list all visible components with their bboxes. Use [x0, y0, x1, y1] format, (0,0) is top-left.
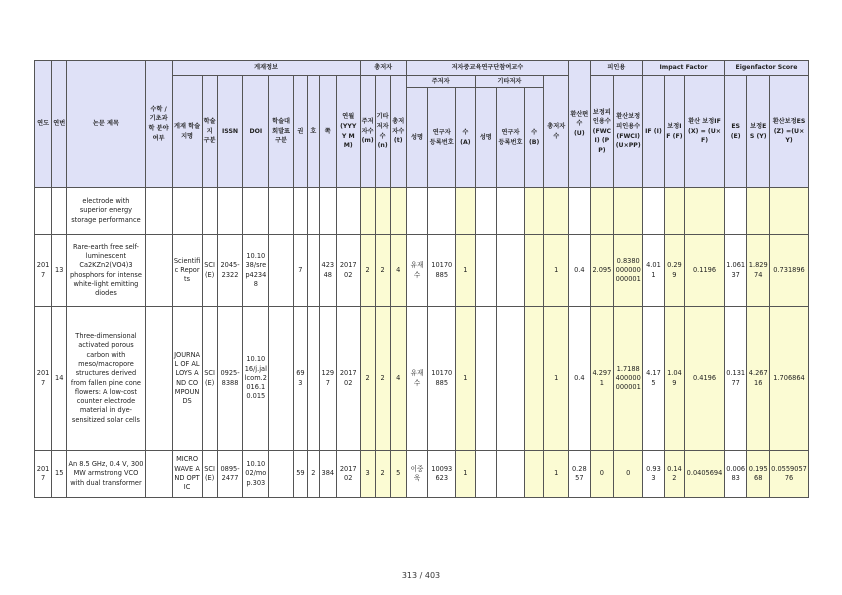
header-name-main: 성명 [406, 88, 427, 188]
header-converted-es: 환산보정ES(Z) =(U×Y) [770, 76, 809, 188]
cell-name2 [475, 307, 496, 451]
cell-t: 4 [390, 235, 406, 307]
page-number: 313 / 403 [401, 571, 441, 580]
header-researcher-no-main: 연구자 등록번호 [428, 88, 456, 188]
header-author-count: 총저자 [360, 61, 406, 76]
cell-journal: Scientific Reports [172, 235, 202, 307]
cell-reg1: 10170885 [428, 307, 456, 451]
header-main-authors: 주저자수 (m) [360, 76, 375, 188]
header-total-authors: 총저자수 (t) [390, 76, 406, 188]
cell-a: 1 [456, 235, 475, 307]
cell-issn: 2045-2322 [217, 235, 243, 307]
cell-date: 201702 [336, 451, 360, 498]
cell-doi: 10.1002/mop.303 [243, 451, 269, 498]
cell-year: 2017 [35, 307, 52, 451]
header-eigenfactor: Eigenfactor Score [724, 61, 808, 76]
header-corrected-es: 보정ES (Y) [747, 76, 770, 188]
cell-title: Rare-earth free self-luminescent Ca2KZn2(VO4)3 phosphors for intense white-light emitting diodes [67, 235, 145, 307]
cell-if [643, 188, 664, 235]
cell-b [524, 235, 543, 307]
cell-doi: 10.1016/j.jallcom.2016.10.015 [243, 307, 269, 451]
cell-f [664, 188, 684, 235]
cell-serial: 14 [52, 307, 67, 451]
header-paper-title: 논문 제목 [67, 61, 145, 188]
table-row [35, 307, 809, 451]
cell-year [35, 188, 52, 235]
cell-reg2 [497, 307, 525, 451]
cell-vol: 7 [293, 235, 307, 307]
table-row [35, 235, 809, 307]
cell-n: 2 [375, 451, 390, 498]
header-es: ES (E) [724, 76, 747, 188]
header-pages: 쪽 [319, 76, 336, 188]
cell-u: 0.4 [569, 235, 590, 307]
header-math-field: 수학 / 기초과학 분야여부 [145, 61, 172, 188]
cell-b [524, 188, 543, 235]
cell-reg2 [497, 188, 525, 235]
cell-journal: MICROWAVE AND OPTIC [172, 451, 202, 498]
cell-z: 0.731896 [770, 235, 809, 307]
cell-date: 201702 [336, 307, 360, 451]
cell-z: 0.055905776 [770, 451, 809, 498]
cell-issue: 2 [307, 451, 319, 498]
cell-name1: 유재수 [406, 235, 427, 307]
header-converted-citation: 환산보정피인용수 (FWCI) (U×PP) [614, 76, 643, 188]
cell-pp [590, 188, 614, 235]
cell-reg1: 10170885 [428, 235, 456, 307]
cell-m: 2 [360, 235, 375, 307]
header-other-authors: 기타저자수 (n) [375, 76, 390, 188]
cell-a: 1 [456, 307, 475, 451]
header-researcher-no-other: 연구자 등록번호 [497, 88, 525, 188]
cell-reg1: 10093623 [428, 451, 456, 498]
cell-n: 2 [375, 307, 390, 451]
cell-f: 1.049 [664, 307, 684, 451]
cell-issue [307, 307, 319, 451]
cell-upp [614, 188, 643, 235]
cell-t: 4 [390, 307, 406, 451]
cell-y: 0.19568 [747, 451, 770, 498]
cell-total: 1 [544, 307, 569, 451]
header-journal-name: 게재 학술지명 [172, 76, 202, 188]
cell-doi [243, 188, 269, 235]
cell-upp: 0 [614, 451, 643, 498]
cell-t [390, 188, 406, 235]
cell-date [336, 188, 360, 235]
cell-issue [307, 188, 319, 235]
cell-name1 [406, 188, 427, 235]
header-citation: 피인용 [590, 61, 643, 76]
cell-u [569, 188, 590, 235]
cell-math [145, 307, 172, 451]
cell-e: 0.13177 [724, 307, 747, 451]
header-count-a: 수 (A) [456, 88, 475, 188]
cell-pp: 2.095 [590, 235, 614, 307]
cell-pp: 4.2971 [590, 307, 614, 451]
cell-e: 0.00683 [724, 451, 747, 498]
header-main-author-group: 주저자 [406, 76, 475, 88]
cell-pages [319, 188, 336, 235]
cell-z: 1.706864 [770, 307, 809, 451]
cell-pages: 384 [319, 451, 336, 498]
cell-class: SCI(E) [202, 451, 217, 498]
header-converted-if: 환산 보정IF(X) = (U×F) [685, 76, 725, 188]
cell-conf [269, 451, 294, 498]
cell-f: 0.142 [664, 451, 684, 498]
cell-class: SCI(E) [202, 235, 217, 307]
header-corrected-if: 보정IF (F) [664, 76, 684, 188]
cell-x: 0.0405694 [685, 451, 725, 498]
header-journal-class: 학술지 구분 [202, 76, 217, 188]
header-faculty: 저자중교육연구단참여교수 [406, 61, 568, 76]
cell-name2 [475, 235, 496, 307]
header-other-author-group: 기타저자 [475, 76, 544, 88]
cell-math [145, 451, 172, 498]
header-issn: ISSN [217, 76, 243, 188]
cell-conf [269, 307, 294, 451]
header-converted-score: 환산편수 (U) [569, 61, 590, 188]
cell-name1: 이중욱 [406, 451, 427, 498]
cell-y [747, 188, 770, 235]
cell-upp: 1.7188400000000001 [614, 307, 643, 451]
cell-total [544, 188, 569, 235]
cell-y: 1.82974 [747, 235, 770, 307]
cell-f: 0.299 [664, 235, 684, 307]
cell-name2 [475, 188, 496, 235]
cell-n [375, 188, 390, 235]
header-publication-info: 게재정보 [172, 61, 360, 76]
cell-class: SCI(E) [202, 307, 217, 451]
header-serial: 연번 [52, 61, 67, 188]
header-impact-factor: Impact Factor [643, 61, 725, 76]
cell-pp: 0 [590, 451, 614, 498]
cell-issn: 0925-8388 [217, 307, 243, 451]
cell-math [145, 235, 172, 307]
cell-year: 2017 [35, 451, 52, 498]
research-output-table [34, 60, 809, 498]
cell-b [524, 451, 543, 498]
cell-journal [172, 188, 202, 235]
cell-e [724, 188, 747, 235]
cell-vol: 693 [293, 307, 307, 451]
cell-total: 1 [544, 235, 569, 307]
header-name-other: 성명 [475, 88, 496, 188]
cell-reg2 [497, 235, 525, 307]
cell-year: 2017 [35, 235, 52, 307]
cell-issn [217, 188, 243, 235]
cell-issn: 0895-2477 [217, 451, 243, 498]
cell-u: 0.4 [569, 307, 590, 451]
header-year: 연도 [35, 61, 52, 188]
header-doi: DOI [243, 76, 269, 188]
cell-serial: 15 [52, 451, 67, 498]
cell-conf [269, 235, 294, 307]
cell-b [524, 307, 543, 451]
header-total-faculty: 총저자수 [544, 76, 569, 188]
cell-doi: 10.1038/srep42348 [243, 235, 269, 307]
cell-y: 4.26716 [747, 307, 770, 451]
cell-if: 4.011 [643, 235, 664, 307]
cell-serial [52, 188, 67, 235]
cell-name1: 유재수 [406, 307, 427, 451]
cell-x: 0.1196 [685, 235, 725, 307]
cell-upp: 0.8380000000000001 [614, 235, 643, 307]
cell-m: 3 [360, 451, 375, 498]
cell-a [456, 188, 475, 235]
cell-class [202, 188, 217, 235]
cell-e: 1.06137 [724, 235, 747, 307]
cell-x [685, 188, 725, 235]
cell-reg1 [428, 188, 456, 235]
cell-conf [269, 188, 294, 235]
cell-n: 2 [375, 235, 390, 307]
cell-title: Three-dimensional activated porous carbon with meso/macropore structures derived from fallen pine cone flowers: A low-cost counter electrode material in dye-sensitized solar cells [67, 307, 145, 451]
cell-pages: 42348 [319, 235, 336, 307]
cell-reg2 [497, 451, 525, 498]
cell-m [360, 188, 375, 235]
cell-if: 4.175 [643, 307, 664, 451]
header-correction-citation: 보정피인용수 (FWCI) (PP) [590, 76, 614, 188]
cell-total: 1 [544, 451, 569, 498]
cell-vol [293, 188, 307, 235]
cell-if: 0.933 [643, 451, 664, 498]
cell-title: An 8.5 GHz, 0.4 V, 300 MW armstrong VCO with dual transformer [67, 451, 145, 498]
table-row [35, 188, 809, 235]
cell-serial: 13 [52, 235, 67, 307]
header-pub-date: 연월 (YYYY MM) [336, 76, 360, 188]
cell-math [145, 188, 172, 235]
cell-title: electrode with superior energy storage performance [67, 188, 145, 235]
header-volume: 권 [293, 76, 307, 188]
cell-x: 0.4196 [685, 307, 725, 451]
cell-z [770, 188, 809, 235]
header-conference: 학술대회발표 구분 [269, 76, 294, 188]
cell-t: 5 [390, 451, 406, 498]
cell-name2 [475, 451, 496, 498]
cell-a: 1 [456, 451, 475, 498]
cell-m: 2 [360, 307, 375, 451]
header-issue: 호 [307, 76, 319, 188]
cell-pages: 1297 [319, 307, 336, 451]
cell-u: 0.2857 [569, 451, 590, 498]
header-if: IF (I) [643, 76, 664, 188]
cell-vol: 59 [293, 451, 307, 498]
table-row [35, 451, 809, 498]
cell-journal: JOURNAL OF ALLOYS AND COMPOUNDS [172, 307, 202, 451]
cell-date: 201702 [336, 235, 360, 307]
header-count-b: 수 (B) [524, 88, 543, 188]
cell-issue [307, 235, 319, 307]
